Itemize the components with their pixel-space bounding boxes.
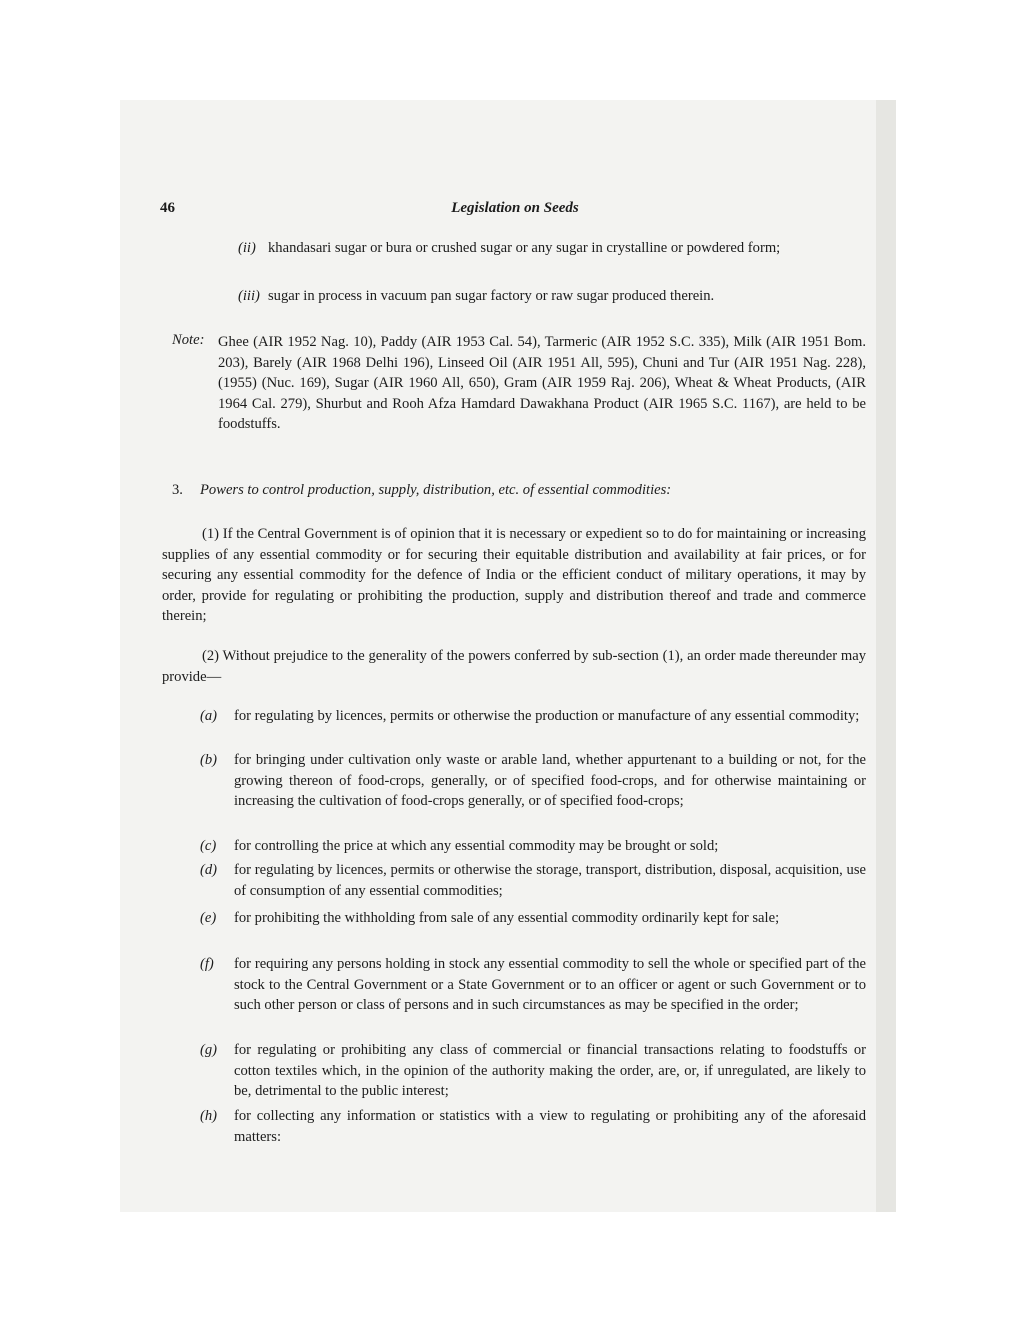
clause-label: (iii) <box>238 288 260 304</box>
item-label: (h) <box>200 1108 218 1124</box>
item-label: (c) <box>200 838 217 854</box>
item-label: (a) <box>200 708 218 724</box>
running-title: Legislation on Seeds <box>451 200 579 216</box>
item-label: (b) <box>200 752 218 768</box>
item-label: (f) <box>200 956 214 972</box>
item-label: (e) <box>200 910 217 926</box>
clause-ii <box>238 238 866 259</box>
list-item <box>200 706 866 727</box>
subsection-2: (2) Without prejudice to the generality of the powers conferred by sub-section (1), an order made thereunder may provide— <box>162 648 866 685</box>
section-title: Powers to control production, supply, distribution, etc. of essential commodities: <box>200 482 672 498</box>
item-text: for regulating or prohibiting any class of commercial or financial transactions relating to foodstuffs or cotton textiles which, in the opinion of the authority making the order, are, or, if unregulated, are likely to be, detrimental to the public interest; <box>234 1042 866 1099</box>
running-header <box>160 200 870 222</box>
clause-text: khandasari sugar or bura or crushed sugar or any sugar in crystalline or powdered form; <box>268 240 781 256</box>
item-label: (d) <box>200 862 218 878</box>
clause-label: (ii) <box>238 240 256 256</box>
list-item <box>200 954 866 1016</box>
item-text: for bringing under cultivation only waste or arable land, whether appurtenant to a building or not, for the growing thereon of food-crops, generally, or of specified food-crops, and for otherwise maintaining or increasing the cultivation of food-crops generally, or of specified food-crops; <box>234 752 866 809</box>
note-label: Note: <box>172 332 205 348</box>
clause-text: sugar in process in vacuum pan sugar factory or raw sugar produced therein. <box>268 288 715 304</box>
item-text: for requiring any persons holding in stock any essential commodity to sell the whole or specified part of the stock to the Central Government or a State Government or to an officer or agent or such Government or to such other person or class of persons and in such circumstances as may be specified in the order; <box>234 956 866 1013</box>
subsection-1: (1) If the Central Government is of opinion that it is necessary or expedient so to do for maintaining or increasing supplies of any essential commodity or for securing their equitable distribution and availability at fair prices, or for securing any essential commodity for the defence of India or the efficient conduct of military operations, it may by order, provide for regulating or prohibiting the production, supply and distribution thereof and trade and commerce therein; <box>162 526 866 624</box>
list-item <box>200 1040 866 1102</box>
item-text: for regulating by licences, permits or otherwise the production or manufacture of any essential commodity; <box>234 708 860 724</box>
section-number: 3. <box>172 482 183 498</box>
item-label: (g) <box>200 1042 218 1058</box>
item-text: for prohibiting the withholding from sale of any essential commodity ordinarily kept for sale; <box>234 910 780 926</box>
item-text: for controlling the price at which any essential commodity may be brought or sold; <box>234 838 719 854</box>
list-item <box>200 750 866 812</box>
note-text: Ghee (AIR 1952 Nag. 10), Paddy (AIR 1953 Cal. 54), Tarmeric (AIR 1952 S.C. 335), Milk (AIR 1951 Bom. 203), Barely (AIR 1968 Delhi 196), Linseed Oil (AIR 1951 All, 595), Chuni and Tur (AIR 1951 Nag. 228), (1955) (Nuc. 169), Sugar (AIR 1960 All, 650), Gram (AIR 1959 Raj. 206), Wheat & Wheat Products, (AIR 1964 Cal. 279), Shurbut and Rooh Afza Hamdard Dawakhana Product (AIR 1965 S.C. 1167), are held to be foodstuffs. <box>218 334 866 432</box>
item-text: for regulating by licences, permits or otherwise the storage, transport, distribution, disposal, acquisition, use of consumption of any essential commodities; <box>234 862 866 899</box>
clause-iii <box>238 286 866 307</box>
list-item <box>200 1106 866 1147</box>
page-number: 46 <box>160 200 175 216</box>
item-text: for collecting any information or statistics with a view to regulating or prohibiting any of the aforesaid matters: <box>234 1108 866 1145</box>
list-item <box>200 836 866 857</box>
list-item <box>200 860 866 901</box>
list-item <box>200 908 866 929</box>
